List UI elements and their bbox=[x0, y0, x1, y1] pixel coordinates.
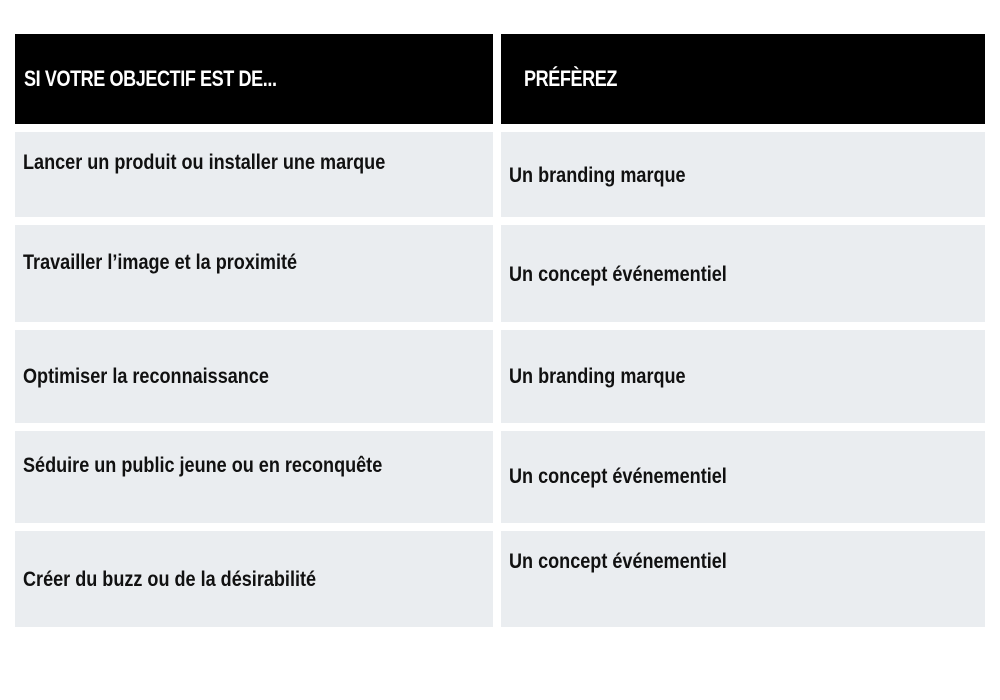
objective-cell bbox=[15, 531, 493, 627]
objective-text: Travailler l’image et la proximité bbox=[23, 251, 298, 274]
table-row bbox=[15, 431, 985, 523]
preference-text: Un branding marque bbox=[509, 365, 686, 388]
table-row bbox=[15, 225, 985, 322]
objective-cell bbox=[15, 132, 493, 217]
preference-cell bbox=[501, 531, 985, 627]
preference-cell bbox=[501, 225, 985, 322]
preference-text: Un concept événementiel bbox=[509, 263, 727, 286]
header-label-objective: SI VOTRE OBJECTIF EST DE... bbox=[24, 66, 277, 91]
header-label-preference: PRÉFÈREZ bbox=[524, 66, 617, 91]
table-row bbox=[15, 531, 985, 627]
objective-text: Créer du buzz ou de la désirabilité bbox=[23, 568, 317, 591]
preference-text: Un branding marque bbox=[509, 164, 686, 187]
objective-cell bbox=[15, 330, 493, 423]
header-cell-objective bbox=[15, 34, 493, 124]
comparison-table bbox=[15, 34, 985, 635]
table-row bbox=[15, 330, 985, 423]
objective-text: Optimiser la reconnaissance bbox=[23, 365, 269, 388]
preference-cell bbox=[501, 431, 985, 523]
objective-text: Séduire un public jeune ou en reconquête bbox=[23, 454, 383, 477]
preference-text: Un concept événementiel bbox=[509, 465, 727, 488]
objective-cell bbox=[15, 431, 493, 523]
objective-text: Lancer un produit ou installer une marque bbox=[23, 151, 386, 174]
table-header-row bbox=[15, 34, 985, 124]
header-cell-preference bbox=[501, 34, 985, 124]
table-row bbox=[15, 132, 985, 217]
preference-cell bbox=[501, 330, 985, 423]
preference-cell bbox=[501, 132, 985, 217]
preference-text: Un concept événementiel bbox=[509, 550, 727, 573]
objective-cell bbox=[15, 225, 493, 322]
